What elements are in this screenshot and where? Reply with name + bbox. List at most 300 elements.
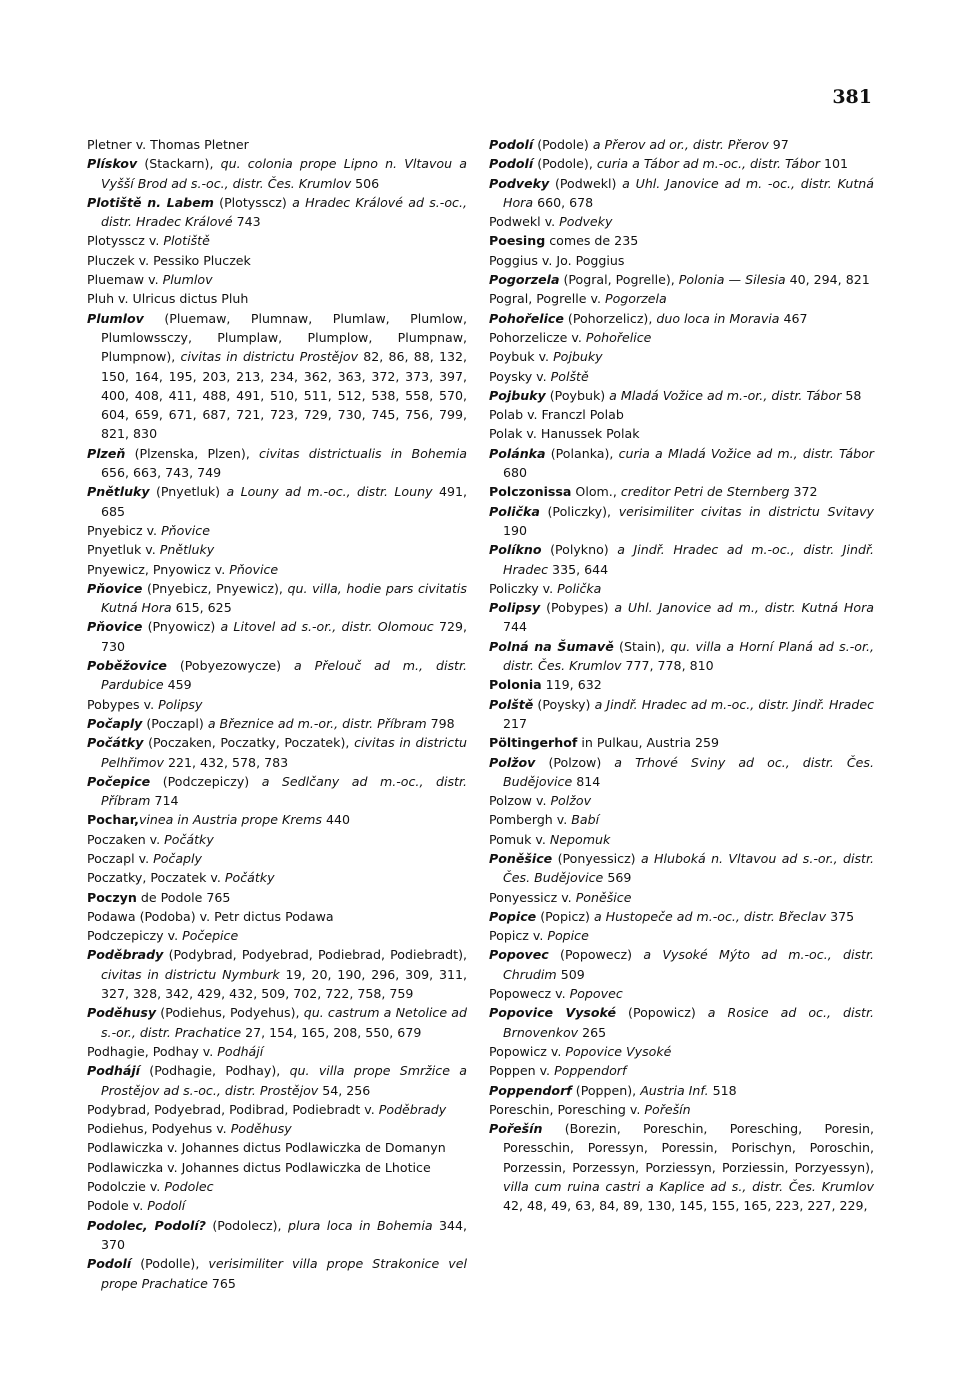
index-entry bbox=[489, 482, 874, 501]
entry-description: qu. villa a Horní Planá ad s.-or., distr. Čes. Krumlov bbox=[503, 638, 875, 674]
index-entry bbox=[87, 888, 467, 907]
entry-text: Podlawiczka v. Johannes dictus Podlawiczka de Lhotice bbox=[87, 1159, 431, 1175]
entry-description: a Hustopeče ad m.-oc., distr. Břeclav bbox=[593, 908, 827, 924]
index-entry bbox=[489, 849, 874, 888]
index-entry bbox=[489, 154, 874, 173]
entry-description: a Sedlčany ad m.-oc., distr. Příbram bbox=[101, 773, 467, 809]
entry-text: (Podwekl) bbox=[549, 175, 623, 191]
entry-description: Polště bbox=[550, 368, 589, 384]
entry-headword: Polště bbox=[489, 696, 534, 712]
index-entry bbox=[87, 1177, 467, 1196]
entry-headword: Podolí bbox=[489, 137, 534, 152]
entry-text: (Plotysscz) bbox=[213, 194, 293, 210]
entry-description: Austria Inf. bbox=[640, 1082, 709, 1098]
entry-description: a Hradec Králové ad s.-oc., distr. Hradec Králové bbox=[101, 194, 467, 230]
index-entry bbox=[87, 289, 467, 308]
entry-description: a Jindř. Hradec ad m.-oc., distr. Jindř. Hradec bbox=[594, 696, 874, 712]
entry-description: civitas in districtu Prostějov bbox=[180, 349, 359, 365]
entry-description: a Vysoké Mýto ad m.-oc., distr. Chrudim bbox=[503, 947, 875, 982]
entry-text: Podolczie v. bbox=[87, 1179, 165, 1195]
entry-text: 372 bbox=[789, 484, 818, 500]
entry-text: (Borezin, Poreschin, Poresching, Poresin, Poresschin, Poressyn, Poressin, Porischyn, Poroschin, Porzessin, Porzessyn, Porziessyn, Porziessin, Porzyessyn), bbox=[503, 1121, 874, 1175]
index-entry bbox=[489, 270, 874, 289]
index-entry bbox=[489, 695, 874, 734]
entry-headword: Poczyn bbox=[87, 889, 137, 905]
entry-text: 344, 370 bbox=[101, 1217, 468, 1252]
entry-text: 729, 730 bbox=[101, 619, 467, 654]
index-entry bbox=[87, 1216, 467, 1255]
entry-headword: Popice bbox=[489, 908, 537, 924]
entry-headword: Pnětluky bbox=[87, 484, 150, 500]
entry-text: Pnyetluk v. bbox=[87, 542, 160, 558]
entry-text: 119, 632 bbox=[541, 677, 602, 693]
entry-description: a Mladá Vožice ad m.-or., distr. Tábor bbox=[609, 387, 842, 403]
entry-text: Pomuk v. bbox=[489, 831, 550, 847]
index-entry bbox=[87, 309, 467, 444]
entry-description: verisimiliter civitas in districtu Svitavy bbox=[618, 503, 874, 519]
entry-text: (Stain), bbox=[613, 638, 671, 654]
entry-text: 335, 644 bbox=[548, 561, 609, 577]
entry-description: Polžov bbox=[550, 793, 592, 809]
entry-text: (Pobyezowycze) bbox=[166, 658, 294, 674]
entry-text: 798 bbox=[426, 715, 455, 731]
index-entry bbox=[489, 945, 874, 984]
entry-description: Plotiště bbox=[163, 233, 210, 249]
entry-description: Babí bbox=[571, 812, 600, 828]
entry-headword: Podolí bbox=[87, 1256, 132, 1272]
index-entry bbox=[87, 656, 467, 695]
entry-text: (Popowicz) bbox=[616, 1005, 708, 1021]
entry-text: 656, 663, 743, 749 bbox=[101, 465, 222, 481]
entry-description: a Jindř. Hradec ad m.-oc., distr. Jindř. Hradec bbox=[503, 542, 875, 577]
entry-text: 506 bbox=[351, 175, 380, 191]
index-entry bbox=[87, 695, 467, 714]
entry-text: (Podole), bbox=[533, 156, 597, 172]
entry-headword: Pojbuky bbox=[489, 387, 546, 403]
entry-text: 765 bbox=[207, 1275, 236, 1291]
index-entry bbox=[489, 231, 874, 250]
index-entry bbox=[489, 251, 874, 270]
entry-text: Pnyebicz v. bbox=[87, 522, 162, 538]
entry-text: Pletner v. Thomas Pletner bbox=[87, 137, 249, 152]
index-entry bbox=[489, 1100, 874, 1119]
index-entry bbox=[87, 560, 467, 579]
index-entry bbox=[489, 984, 874, 1003]
entry-headword: Pňovice bbox=[87, 619, 143, 635]
entry-text: Ponyessicz v. bbox=[489, 889, 576, 905]
index-entry bbox=[489, 174, 874, 213]
entry-headword: Podveky bbox=[489, 175, 550, 191]
entry-description: plura loca in Bohemia bbox=[288, 1217, 433, 1233]
entry-headword: Počepice bbox=[87, 773, 151, 789]
entry-text: Poreschin, Poresching v. bbox=[489, 1101, 645, 1117]
entry-text: Podybrad, Podyebrad, Podibrad, Podiebradt v. bbox=[87, 1101, 379, 1117]
entry-text: 744 bbox=[503, 619, 528, 635]
entry-text: 680 bbox=[503, 465, 528, 481]
entry-description: curia a Tábor ad m.-oc., distr. Tábor bbox=[596, 156, 820, 172]
entry-description: a Březnice ad m.-or., distr. Příbram bbox=[207, 715, 427, 731]
entry-text: (Pnyowicz) bbox=[142, 619, 221, 635]
entry-headword: Plumlov bbox=[87, 310, 144, 326]
entry-text: (Poppen), bbox=[571, 1082, 641, 1098]
entry-description: Pogorzela bbox=[604, 291, 667, 307]
entry-text: Podhagie, Podhay v. bbox=[87, 1043, 218, 1059]
entry-text: (Podhagie, Podhay), bbox=[140, 1063, 290, 1079]
entry-description: verisimiliter villa prope Strakonice vel prope Prachatice bbox=[101, 1256, 468, 1291]
entry-description: Poděbrady bbox=[378, 1101, 447, 1117]
index-entry bbox=[87, 444, 467, 483]
entry-description: qu. villa, hodie pars civitatis Kutná Hora bbox=[101, 580, 467, 616]
index-entry bbox=[87, 810, 467, 829]
index-entry bbox=[87, 830, 467, 849]
entry-description: Popovec bbox=[569, 986, 623, 1002]
entry-headword: Polička bbox=[489, 503, 540, 519]
entry-text: 375 bbox=[826, 908, 855, 924]
index-entry bbox=[489, 1042, 874, 1061]
entry-headword: Popovec bbox=[489, 947, 549, 963]
entry-headword: Pňovice bbox=[87, 580, 143, 596]
entry-text: Polzow v. bbox=[489, 793, 551, 809]
entry-headword: Polná na Šumavě bbox=[489, 638, 614, 654]
entry-description: a Přelouč ad m., distr. Pardubice bbox=[101, 658, 467, 693]
entry-description: Počátky bbox=[164, 831, 214, 847]
entry-text: (Podole) bbox=[533, 137, 593, 152]
index-column-right bbox=[489, 135, 874, 1216]
entry-description: Počátky bbox=[224, 870, 275, 886]
entry-headword: Pogorzela bbox=[489, 272, 560, 288]
entry-description: villa cum ruina castri a Kaplice ad s., distr. Čes. Krumlov bbox=[503, 1179, 874, 1195]
index-entry bbox=[87, 945, 467, 1003]
entry-text: Poczatky, Poczatek v. bbox=[87, 870, 225, 886]
index-entry bbox=[87, 772, 467, 811]
entry-text: Poczaken v. bbox=[87, 831, 165, 847]
entry-text: (Popowecz) bbox=[548, 947, 644, 963]
entry-headword: Podolec, Podolí? bbox=[87, 1217, 206, 1233]
entry-description: Pňovice bbox=[229, 561, 279, 577]
entry-text: 221, 432, 578, 783 bbox=[163, 754, 289, 770]
entry-text: Popicz v. bbox=[489, 928, 548, 944]
entry-headword: Polžov bbox=[489, 754, 536, 770]
entry-description: Poppendorf bbox=[554, 1063, 627, 1079]
index-entry bbox=[489, 753, 874, 792]
index-entry bbox=[87, 1061, 467, 1100]
entry-description: qu. colonia prope Lipno n. Vltavou a Vyšší Brod ad s.-oc., distr. Čes. Krumlov bbox=[101, 156, 467, 191]
entry-text: (Pnyebicz, Pnyewicz), bbox=[142, 580, 288, 596]
index-entry bbox=[489, 810, 874, 829]
entry-headword: Počaply bbox=[87, 715, 143, 731]
entry-text: 190 bbox=[503, 522, 528, 538]
entry-description: Pnětluky bbox=[159, 542, 215, 558]
entry-text: 509 bbox=[556, 966, 585, 982]
entry-description: duo loca in Moravia bbox=[656, 310, 780, 326]
entry-text: Polab v. Franczl Polab bbox=[489, 407, 624, 423]
entry-text: (Pobypes) bbox=[540, 600, 615, 616]
entry-headword: Plískov bbox=[87, 156, 138, 172]
entry-text: (Polanka), bbox=[545, 445, 619, 461]
entry-text: (Pogral, Pogrelle), bbox=[559, 272, 679, 288]
entry-text: 27, 154, 165, 208, 550, 679 bbox=[241, 1024, 422, 1040]
index-entry bbox=[87, 231, 467, 250]
entry-description: Pojbuky bbox=[553, 349, 603, 365]
entry-text: Pluh v. Ulricus dictus Pluh bbox=[87, 291, 249, 307]
entry-headword: Pöltingerhof bbox=[489, 735, 578, 751]
index-entry bbox=[489, 289, 874, 308]
entry-text: (Podiehus, Podyehus), bbox=[156, 1005, 304, 1021]
index-entry bbox=[489, 135, 874, 154]
entry-description: Pohořelice bbox=[585, 329, 652, 345]
entry-description: curia a Mladá Vožice ad m., distr. Tábor bbox=[618, 445, 874, 461]
entry-text: Pogral, Pogrelle v. bbox=[489, 291, 605, 307]
entry-description: Polička bbox=[557, 580, 602, 596]
entry-text: Polak v. Hanussek Polak bbox=[489, 426, 640, 442]
index-entry bbox=[87, 1042, 467, 1061]
entry-text: Pluczek v. Pessiko Pluczek bbox=[87, 252, 251, 268]
entry-text: 101 bbox=[819, 156, 849, 172]
entry-text: (Podolle), bbox=[131, 1256, 209, 1272]
entry-text: (Ponyessicz) bbox=[552, 850, 641, 866]
entry-headword: Podolí bbox=[489, 156, 534, 172]
index-entry bbox=[87, 1138, 467, 1157]
index-entry bbox=[87, 733, 467, 772]
entry-text: Podole v. bbox=[87, 1198, 148, 1214]
entry-description: Polipsy bbox=[158, 696, 203, 712]
entry-text: Pombergh v. bbox=[489, 812, 572, 828]
entry-headword: Poesing bbox=[489, 233, 546, 249]
entry-text: 615, 625 bbox=[171, 600, 232, 616]
entry-description: Popice bbox=[547, 928, 589, 944]
entry-text: (Podolecz), bbox=[205, 1217, 288, 1233]
entry-text: (Podczepiczy) bbox=[150, 773, 262, 789]
index-entry bbox=[489, 386, 874, 405]
index-entry bbox=[87, 540, 467, 559]
entry-headword: Pochar, bbox=[87, 812, 139, 828]
index-entry bbox=[87, 521, 467, 540]
index-entry bbox=[87, 482, 467, 521]
entry-headword: Polonia bbox=[489, 677, 542, 693]
index-entry bbox=[489, 1081, 874, 1100]
entry-description: Popovice Vysoké bbox=[565, 1043, 672, 1059]
entry-description: a Litovel ad s.-or., distr. Olomouc bbox=[220, 619, 434, 635]
index-entry bbox=[489, 540, 874, 579]
entry-text: Popowecz v. bbox=[489, 986, 570, 1002]
index-entry bbox=[489, 637, 874, 676]
entry-description: vinea in Austria prope Krems bbox=[138, 812, 322, 828]
entry-description: Nepomuk bbox=[549, 831, 611, 847]
entry-description: a Rosice ad oc., distr. Brnovenkov bbox=[503, 1005, 874, 1040]
entry-description: creditor Petri de Sternberg bbox=[620, 484, 790, 500]
entry-description: Podolec bbox=[164, 1179, 214, 1195]
entry-text: 82, 86, 88, 132, 150, 164, 195, 203, 213, 234, 362, 363, 372, 373, 397, 400, 408, 411, 488, 491, 510, 511, 512, 538, 558, 570, 604, 659, 671, 687, 721, 723, 729, 730, 745, 756, 799, 821, 830 bbox=[101, 349, 467, 442]
entry-text: Poczapl v. bbox=[87, 850, 154, 866]
index-entry bbox=[489, 675, 874, 694]
entry-text: 814 bbox=[572, 773, 601, 789]
index-entry bbox=[489, 328, 874, 347]
entry-headword: Počátky bbox=[87, 735, 144, 751]
entry-text: (Polykno) bbox=[541, 542, 618, 558]
index-entry bbox=[87, 926, 467, 945]
entry-text: (Pohorzelicz), bbox=[563, 310, 657, 326]
entry-description: Pňovice bbox=[161, 522, 210, 538]
entry-text: (Poysky) bbox=[533, 696, 595, 712]
entry-text: (Popicz) bbox=[536, 908, 594, 924]
entry-text: (Policzky), bbox=[539, 503, 619, 519]
entry-description: civitas in districtu Pelhřimov bbox=[101, 735, 468, 770]
entry-text: de Podole 765 bbox=[136, 889, 231, 905]
index-entry bbox=[87, 849, 467, 868]
entry-description: civitas in districtu Nymburk bbox=[101, 966, 280, 982]
entry-description: a Hluboká n. Vltavou ad s.-or., distr. Čes. Budějovice bbox=[503, 850, 874, 886]
index-entry bbox=[87, 1003, 467, 1042]
entry-headword: Poděhusy bbox=[87, 1005, 157, 1021]
entry-text: Policzky v. bbox=[489, 580, 558, 596]
index-entry bbox=[87, 1158, 467, 1177]
entry-headword: Plotiště n. Labem bbox=[87, 194, 214, 210]
entry-description: Počaply bbox=[153, 850, 202, 866]
entry-text: 743 bbox=[232, 214, 261, 230]
entry-description: Plumlov bbox=[162, 272, 213, 288]
entry-text: 40, 294, 821 bbox=[785, 272, 870, 288]
index-entry bbox=[489, 791, 874, 810]
entry-headword: Polipsy bbox=[489, 600, 541, 616]
entry-text: Pobypes v. bbox=[87, 696, 159, 712]
entry-description: Poděhusy bbox=[230, 1121, 292, 1137]
index-entry bbox=[87, 579, 467, 618]
entry-text: 459 bbox=[163, 677, 192, 693]
index-entry bbox=[489, 212, 874, 231]
entry-text: 97 bbox=[768, 137, 789, 152]
index-entry bbox=[87, 868, 467, 887]
entry-text: Podiehus, Podyehus v. bbox=[87, 1121, 231, 1137]
entry-headword: Polánka bbox=[489, 445, 546, 461]
index-entry bbox=[489, 579, 874, 598]
entry-description: qu. villa prope Smržice a Prostějov ad s.-oc., distr. Prostějov bbox=[101, 1063, 468, 1098]
index-entry bbox=[489, 502, 874, 541]
entry-text: Poggius v. Jo. Poggius bbox=[489, 252, 625, 268]
entry-text: (Polzow) bbox=[535, 754, 615, 770]
entry-text: Poysky v. bbox=[489, 368, 551, 384]
entry-description: a Uhl. Janovice ad m., distr. Kutná Hora bbox=[614, 600, 874, 616]
index-entry bbox=[87, 1254, 467, 1293]
entry-text: Pohorzelicze v. bbox=[489, 329, 586, 345]
entry-text: Poybuk v. bbox=[489, 349, 554, 365]
entry-description: a Uhl. Janovice ad m. -oc., distr. Kutná Hora bbox=[503, 175, 874, 210]
index-entry bbox=[87, 907, 467, 926]
index-entry bbox=[489, 1061, 874, 1080]
entry-text: Pnyewicz, Pnyowicz v. bbox=[87, 561, 230, 577]
entry-text: in Pulkau, Austria 259 bbox=[577, 735, 720, 751]
index-entry bbox=[87, 270, 467, 289]
index-entry bbox=[87, 135, 467, 154]
entry-headword: Políkno bbox=[489, 542, 542, 558]
index-entry bbox=[489, 926, 874, 945]
entry-text: comes de 235 bbox=[545, 233, 639, 249]
entry-text: 42, 48, 49, 63, 84, 89, 130, 145, 155, 165, 223, 227, 229, bbox=[503, 1198, 868, 1214]
index-entry bbox=[489, 405, 874, 424]
entry-text: (Pnyetluk) bbox=[149, 484, 227, 500]
entry-text: Plotysscz v. bbox=[87, 233, 164, 249]
index-column-left bbox=[87, 135, 467, 1293]
entry-text: (Poczapl) bbox=[142, 715, 208, 731]
entry-text: 714 bbox=[150, 793, 179, 809]
index-entry bbox=[489, 309, 874, 328]
entry-text: 217 bbox=[503, 715, 528, 731]
index-entry bbox=[87, 714, 467, 733]
entry-headword: Podhájí bbox=[87, 1063, 140, 1079]
entry-headword: Pohořelice bbox=[489, 310, 564, 326]
entry-text: Podwekl v. bbox=[489, 214, 560, 230]
entry-headword: Poppendorf bbox=[489, 1082, 572, 1098]
entry-headword: Polczonissa bbox=[489, 484, 572, 500]
entry-text: 467 bbox=[779, 310, 808, 326]
index-entry bbox=[489, 1119, 874, 1215]
entry-text: Podlawiczka v. Johannes dictus Podlawiczka de Domanyn bbox=[87, 1140, 446, 1156]
entry-text: 58 bbox=[841, 387, 862, 403]
entry-description: Polonia — Silesia bbox=[678, 272, 786, 288]
entry-text: Pluemaw v. bbox=[87, 272, 163, 288]
entry-text: (Stackarn), bbox=[137, 156, 221, 172]
page-number: 381 bbox=[832, 86, 872, 108]
entry-text: Podczepiczy v. bbox=[87, 928, 183, 944]
entry-text: Podawa (Podoba) v. Petr dictus Podawa bbox=[87, 908, 334, 924]
entry-description: qu. castrum a Netolice ad s.-or., distr. Prachatice bbox=[101, 1005, 467, 1040]
index-entry bbox=[489, 424, 874, 443]
index-entry bbox=[87, 617, 467, 656]
index-entry bbox=[489, 1003, 874, 1042]
entry-description: Pořešín bbox=[644, 1101, 691, 1117]
entry-description: Počepice bbox=[182, 928, 239, 944]
entry-text: Poppen v. bbox=[489, 1063, 555, 1079]
entry-description: Podveky bbox=[559, 214, 613, 230]
entry-headword: Popovice Vysoké bbox=[489, 1005, 617, 1021]
index-entry bbox=[489, 444, 874, 483]
entry-description: Podhájí bbox=[217, 1043, 264, 1059]
entry-text: (Poybuk) bbox=[545, 387, 610, 403]
index-entry bbox=[489, 830, 874, 849]
entry-text: (Podybrad, Podyebrad, Podiebrad, Podiebradt), bbox=[163, 947, 467, 963]
entry-text: 569 bbox=[603, 870, 632, 886]
entry-text: 660, 678 bbox=[533, 194, 594, 210]
entry-text: 777, 778, 810 bbox=[621, 658, 714, 674]
index-entry bbox=[87, 251, 467, 270]
entry-text: (Poczaken, Poczatky, Poczatek), bbox=[143, 735, 355, 751]
index-entry bbox=[87, 1100, 467, 1119]
entry-description: a Přerov ad or., distr. Přerov bbox=[592, 137, 769, 152]
entry-text: 440 bbox=[321, 812, 351, 828]
entry-text: Popowicz v. bbox=[489, 1043, 566, 1059]
index-entry bbox=[489, 598, 874, 637]
entry-text: 19, 20, 190, 296, 309, 311, 327, 328, 342, 429, 432, 509, 702, 722, 758, 759 bbox=[101, 966, 467, 1002]
entry-headword: Poběžovice bbox=[87, 658, 167, 674]
index-entry bbox=[489, 733, 874, 752]
entry-description: civitas districtualis in Bohemia bbox=[259, 445, 468, 461]
index-entry bbox=[87, 1119, 467, 1138]
index-entry bbox=[489, 888, 874, 907]
index-entry bbox=[87, 1196, 467, 1215]
entry-headword: Pořešín bbox=[489, 1121, 543, 1137]
entry-text: 54, 256 bbox=[318, 1082, 371, 1098]
entry-text: Olom., bbox=[571, 484, 621, 500]
entry-text: (Plzenska, Plzen), bbox=[125, 445, 260, 461]
entry-description: Podolí bbox=[147, 1198, 186, 1214]
entry-description: a Louny ad m.-oc., distr. Louny bbox=[226, 484, 433, 500]
entry-text: (Pluemaw, Plumnaw, Plumlaw, Plumlow, Plumlowssczy, Plumplaw, Plumplow, Plumpnaw, Plumpnow), bbox=[101, 310, 467, 365]
index-entry bbox=[87, 193, 467, 232]
entry-text: 265 bbox=[578, 1024, 607, 1040]
entry-text: 491, 685 bbox=[101, 484, 467, 519]
index-entry bbox=[489, 347, 874, 366]
entry-description: Poněšice bbox=[575, 889, 632, 905]
index-entry bbox=[489, 367, 874, 386]
